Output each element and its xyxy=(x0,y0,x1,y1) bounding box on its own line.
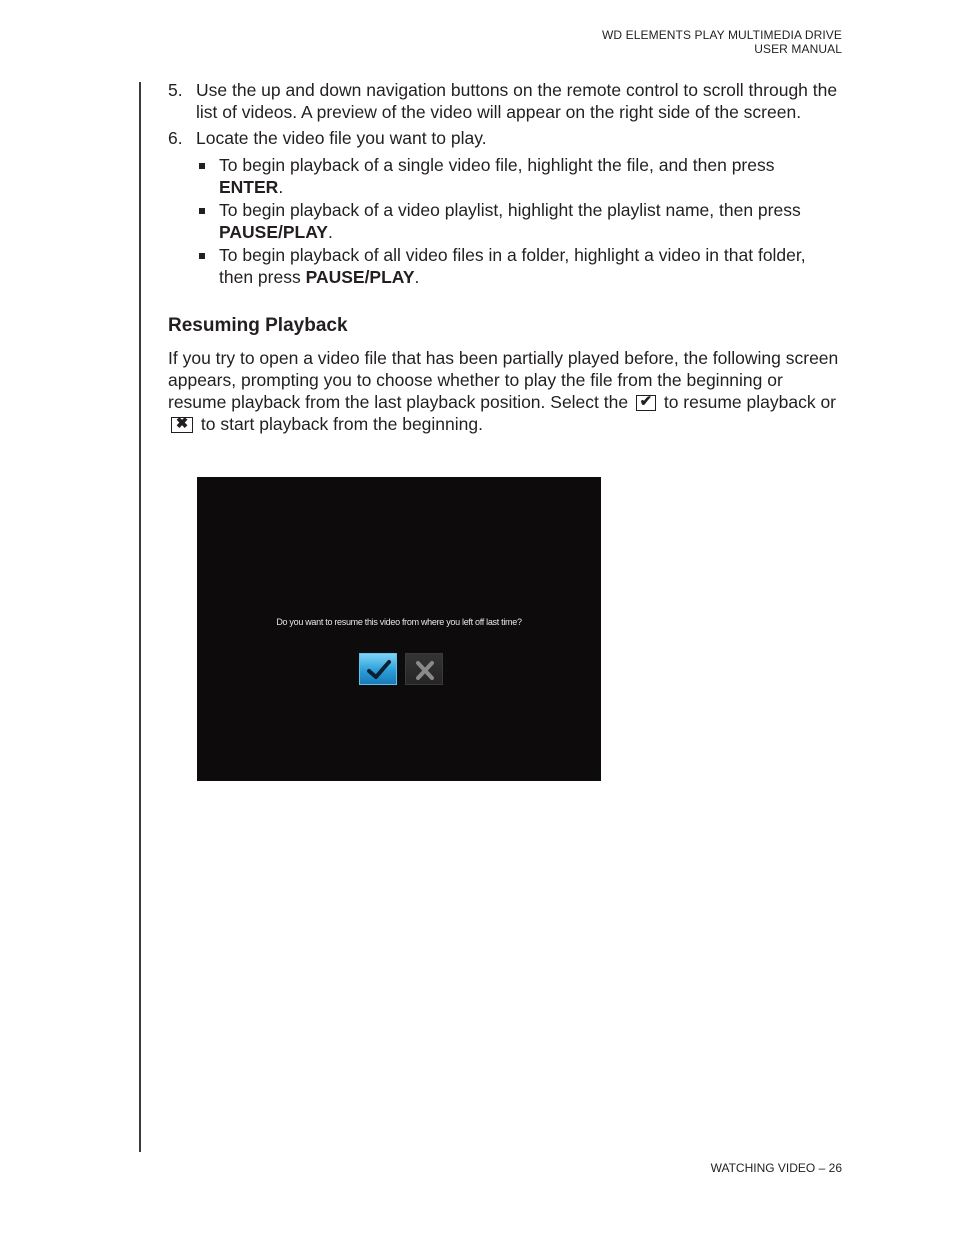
bullet-square-icon xyxy=(199,163,205,169)
page-body xyxy=(168,79,843,435)
running-header xyxy=(602,28,842,56)
bullet-square-icon xyxy=(199,208,205,214)
checkmark-box-icon: ✔ xyxy=(636,395,656,411)
footer-section: WATCHING VIDEO xyxy=(710,1161,816,1175)
margin-rule xyxy=(139,82,141,1152)
list-item: To begin playback of a video playlist, highlight the playlist name, then press PAUSE/PLAY. xyxy=(196,199,843,243)
page-footer xyxy=(711,1161,842,1175)
list-item: To begin playback of all video files in a folder, highlight a video in that folder, then press PAUSE/PLAY. xyxy=(196,244,843,288)
x-icon xyxy=(406,654,444,686)
x-box-icon: ✖ xyxy=(171,417,193,433)
resume-dialog-screenshot xyxy=(197,477,601,781)
bullet-list xyxy=(196,154,843,288)
step-number: 6. xyxy=(168,128,183,148)
resume-no-button[interactable] xyxy=(405,653,443,685)
bullet-square-icon xyxy=(199,253,205,259)
resume-prompt: Do you want to resume this video from where you left off last time? xyxy=(276,617,522,627)
section-heading: Resuming Playback xyxy=(168,315,348,336)
step-5 xyxy=(168,79,843,123)
header-title: WD ELEMENTS PLAY MULTIMEDIA DRIVE xyxy=(601,28,842,42)
checkmark-icon xyxy=(360,654,398,686)
resume-yes-button[interactable] xyxy=(359,653,397,685)
step-text: Use the up and down navigation buttons on the remote control to scroll through the list of videos. A preview of the video will appear on the right side of the screen. xyxy=(196,80,838,122)
footer-separator: – xyxy=(818,1161,826,1175)
page-number: 26 xyxy=(828,1161,842,1175)
step-text: Locate the video file you want to play. xyxy=(196,128,487,148)
step-6 xyxy=(168,127,843,149)
list-item: To begin playback of a single video file, highlight the file, and then press ENTER. xyxy=(196,154,843,198)
header-subtitle: USER MANUAL xyxy=(754,42,842,56)
section-paragraph: If you try to open a video file that has been partially played before, the following screen appears, prompting you to choose whether to play the file from the beginning or resume playback from the last playback position. Select the ✔ to resume playback or ✖ to start playback from the beginning. xyxy=(168,348,839,434)
step-number: 5. xyxy=(168,80,183,100)
